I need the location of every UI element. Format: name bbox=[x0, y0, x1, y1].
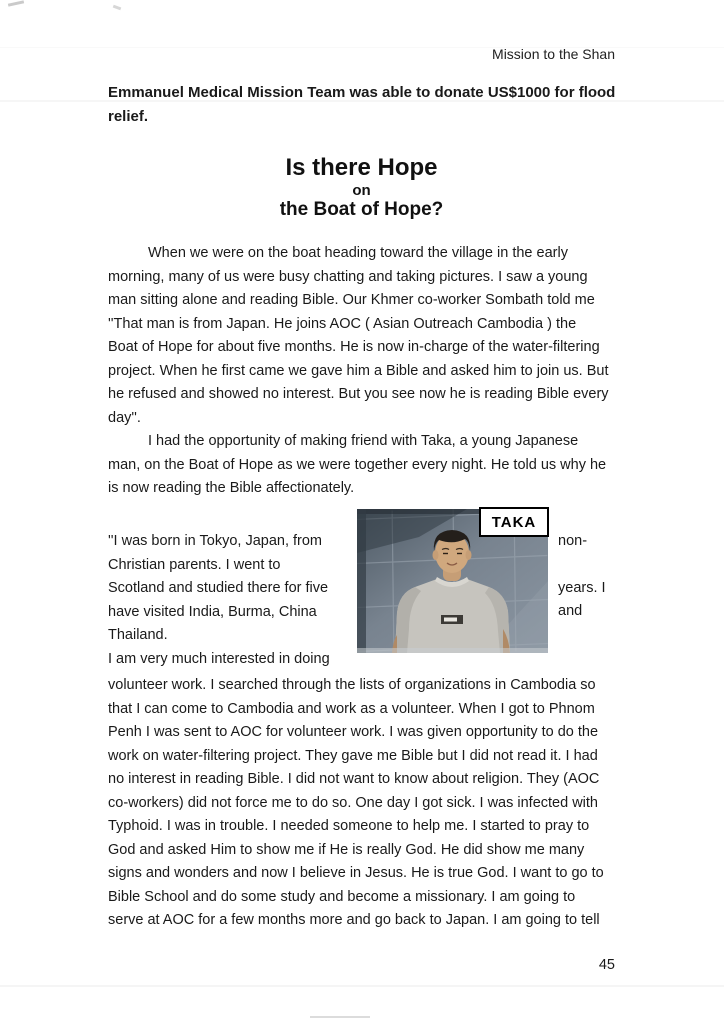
page-number: 45 bbox=[598, 957, 615, 973]
scan-artifact bbox=[113, 5, 122, 11]
text-line: volunteer work. I searched through the lists of organizations in Cambodia so bbox=[108, 677, 596, 693]
text-line: Typhoid. I was in trouble. I needed someone to help me. I started to pray to bbox=[108, 818, 590, 834]
text-line: ''I was born in Tokyo, Japan, from bbox=[108, 533, 323, 549]
text-line: Thailand. bbox=[108, 627, 168, 643]
wrapped-paragraph bbox=[108, 530, 330, 671]
text-line: Christian parents. I went to bbox=[108, 556, 281, 573]
wrapped-fragment: non- bbox=[558, 533, 588, 549]
text-line: project. When he first came we gave him a Bible and asked him to join us. But bbox=[108, 362, 609, 379]
text-line: Scotland and studied there for five bbox=[108, 580, 329, 596]
text-line: that I can come to Cambodia and work as a volunteer. When I got to Phnom bbox=[108, 700, 595, 717]
scan-artifact bbox=[8, 0, 24, 6]
text-line: I had the opportunity of making friend with Taka, a young Japanese bbox=[148, 433, 579, 449]
text-line: When we were on the boat heading toward the village in the early bbox=[148, 245, 568, 261]
article-headline bbox=[108, 154, 615, 220]
running-header: Mission to the Shan bbox=[492, 46, 615, 62]
text-line: Boat of Hope for about five months. He is now in-charge of the water-filtering bbox=[108, 339, 600, 355]
text-line: work on water-filtering project. They gave me Bible but I did not read it. I had bbox=[108, 747, 598, 764]
text-line: no interest in reading Bible. I did not want to know about religion. They (AOC bbox=[108, 771, 600, 787]
text-line: Penh I was sent to AOC for volunteer work. I was given opportunity to do the bbox=[108, 724, 599, 740]
scan-streak bbox=[0, 985, 724, 987]
text-line: morning, many of us were busy chatting and taking pictures. I saw a young bbox=[108, 268, 588, 285]
wrapped-fragment: and bbox=[558, 603, 583, 619]
wrapped-fragment: years. I bbox=[558, 580, 606, 596]
text-line: co-workers) did not force me to do so. One day I got sick. I was infected with bbox=[108, 794, 598, 811]
body-paragraphs bbox=[108, 242, 609, 501]
intro-paragraph bbox=[108, 82, 628, 129]
text-line: man, on the Boat of Hope as we were together every night. He told us why he bbox=[108, 456, 607, 473]
headline-title: Is there Hope bbox=[285, 154, 438, 181]
text-line: Emmanuel Medical Mission Team was able to donate US$1000 for flood bbox=[108, 84, 616, 101]
text-line: is now reading the Bible affectionately. bbox=[108, 480, 355, 496]
text-line: I am very much interested in doing bbox=[108, 650, 330, 667]
scan-artifact bbox=[310, 1016, 370, 1018]
text-line: Bible School and do some study and become a missionary. I am going to bbox=[108, 888, 576, 905]
text-line: signs and wonders and now I believe in Jesus. He is true God. I want to go to bbox=[108, 865, 604, 881]
body-paragraphs-continued bbox=[108, 674, 604, 933]
text-line: ''That man is from Japan. He joins AOC ( Asian Outreach Cambodia ) the bbox=[108, 315, 577, 332]
text-line: man sitting alone and reading Bible. Our Khmer co-worker Sombath told me bbox=[108, 292, 595, 308]
text-line: relief. bbox=[108, 107, 149, 125]
headline-sub2: the Boat of Hope? bbox=[279, 199, 444, 220]
headline-sub1: on bbox=[352, 182, 371, 199]
text-line: God and asked Him to show me if He is really God. He did show me many bbox=[108, 841, 585, 858]
text-line: have visited India, Burma, China bbox=[108, 603, 317, 620]
text-line: day''. bbox=[108, 409, 141, 426]
text-line: he refused and showed no interest. But you see now he is reading Bible every bbox=[108, 386, 609, 402]
photo-caption-box: TAKA bbox=[479, 507, 549, 537]
text-line: serve at AOC for a few months more and go back to Japan. I am going to tell bbox=[108, 912, 600, 928]
